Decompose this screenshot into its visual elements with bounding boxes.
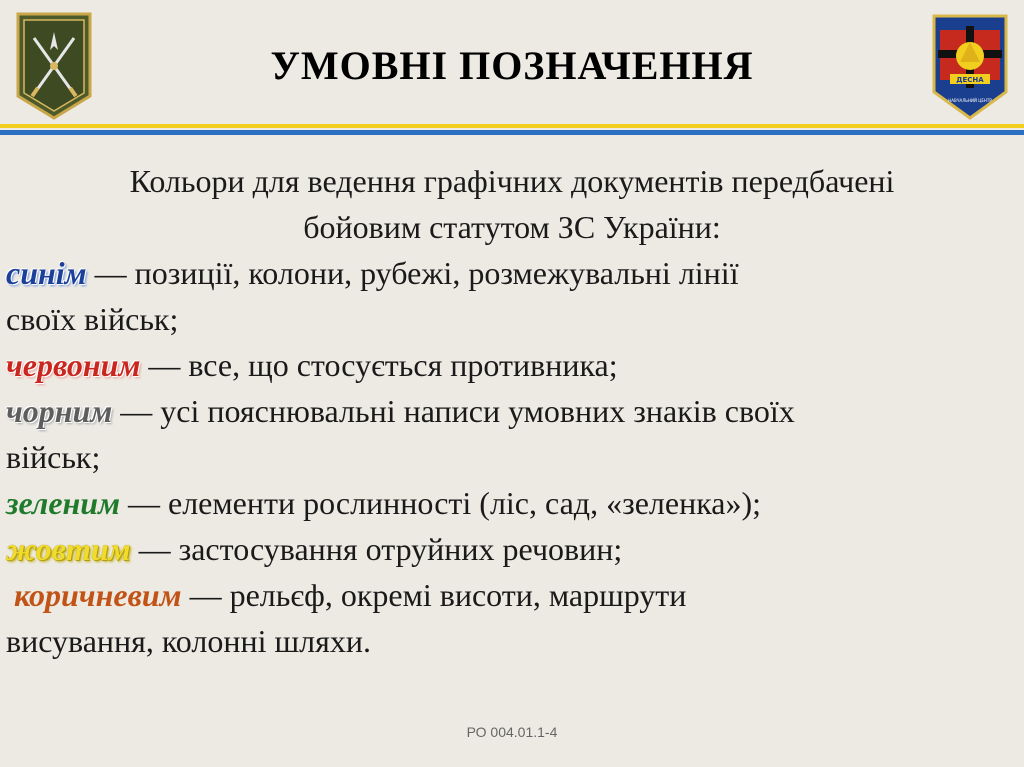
intro-line-2: бойовим статутом ЗС України: [303,209,721,245]
blue-stripe [0,130,1024,135]
legend-text-blue-cont: своїх військ; [6,301,179,337]
legend-keyword-brown: коричневим [14,577,182,613]
emblem-subtext: НАВЧАЛЬНИЙ ЦЕНТР [948,98,992,103]
legend-text-blue: — позиції, колони, рубежі, розмежувальні лінії [86,255,739,291]
legend-keyword-black: чорним [6,393,113,429]
desna-training-center-emblem-icon [930,12,1010,124]
legend-text-black: — усі пояснювальні написи умовних знаків своїх [112,393,795,429]
legend-item-blue [6,250,1016,342]
emblem-text: ДЕСНА [956,76,984,84]
legend-item-black [6,388,1016,480]
yellow-stripe [0,124,1024,128]
footer-code: РО 004.01.1-4 [466,724,558,740]
legend-text-red: — все, що стосується противника; [140,347,618,383]
legend-text-black-cont: військ; [6,439,101,475]
legend-item-red [6,342,1016,388]
legend-item-brown [6,572,1016,664]
legend-keyword-red: червоним [6,347,141,383]
legend-text-green: — елементи рослинності (ліс, сад, «зеленка»); [120,485,762,521]
legend-item-yellow [6,526,1016,572]
intro-line-1: Кольори для ведення графічних документів передбачені [129,163,895,199]
legend-keyword-yellow: жовтим [6,531,131,567]
color-legend [6,250,1016,664]
legend-item-green [6,480,1016,526]
legend-keyword-green: зеленим [6,485,120,521]
legend-text-yellow: — застосування отруйних речовин; [130,531,623,567]
page-title: УМОВНІ ПОЗНАЧЕННЯ [270,43,754,88]
intro-text [0,158,1024,250]
legend-keyword-blue: синім [6,255,87,291]
legend-text-brown-cont: висування, колонні шляхи. [6,623,371,659]
legend-text-brown: — рельєф, окремі висоти, маршрути [181,577,687,613]
